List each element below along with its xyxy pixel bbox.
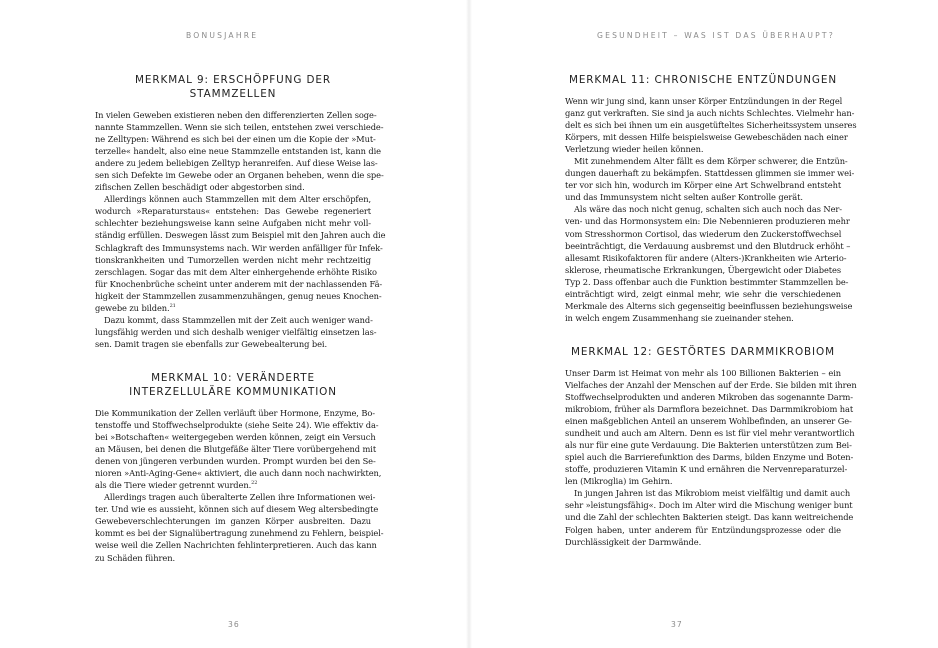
text-line-content: Gewebeverschlechterungen im ganzen Körper ausbreiten. Dazu [95, 516, 371, 527]
text-line-content: sundheit und auch am Altern. Denn es ist für viel mehr verantwortlich [565, 428, 855, 439]
text-line-content: Körpers, mit dessen Hilfe beispielsweise Gewebeschäden nach einer [565, 132, 848, 143]
text-line [565, 487, 851, 499]
text-line [565, 391, 853, 403]
text-line [565, 536, 841, 548]
footnote-marker[interactable]: 21 [169, 302, 176, 309]
text-line-content: allesamt Risikofaktoren für andere (Alters-)Krankheiten wie Arterio- [565, 252, 847, 263]
text-line [95, 278, 383, 290]
text-line-content: ter vor sich hin, wodurch im Körper eine Art Schwelbrand entsteht [565, 180, 842, 191]
text-line-content: einen maßgeblichen Anteil an unserem Wohlbefinden, an unserer Ge- [565, 416, 852, 427]
text-line [95, 491, 376, 503]
text-line [565, 288, 841, 300]
text-line [95, 539, 377, 551]
body-paragraph [565, 487, 854, 547]
text-line [565, 463, 848, 475]
text-line [95, 133, 376, 145]
text-line [95, 479, 371, 491]
text-line [565, 367, 841, 379]
text-line [565, 252, 847, 264]
text-line-content: Allerdings tragen auch überalterte Zellen ihre Informationen wei- [104, 492, 376, 503]
text-line-content: andere zu jedem beliebigen Zelltyp heranreifen. Auf diese Weise las- [95, 158, 378, 169]
text-line-content: für Knochenbrüche scheint unter anderem mit der nachlassenden Fä- [95, 278, 383, 289]
text-line [565, 215, 850, 227]
body-paragraph [95, 314, 377, 350]
text-line-content: zerschlagen. Sogar das mit dem Alter einhergehende erhöhte Risiko [95, 266, 377, 277]
text-line [95, 290, 382, 302]
section [565, 345, 857, 548]
text-line [95, 193, 371, 205]
text-line [565, 379, 857, 391]
text-line-content: tenstoffe und Stoffwechselprodukte (siehe Seite 24). Wie effektiv da- [95, 419, 379, 430]
text-line-content: ganz gut verkraften. Sie sind ja auch nichts Schlechtes. Vielmehr han- [565, 108, 855, 119]
text-line-content: bei »Botschaften« weitergegeben werden können, zeigt ein Versuch [95, 432, 376, 443]
text-line [95, 302, 371, 314]
page-number-left: 36 [228, 620, 240, 629]
text-line [565, 179, 841, 191]
text-line-content: Allerdings können auch Stammzellen mit dem Alter erschöpfen, [104, 194, 371, 205]
text-line [95, 338, 371, 350]
text-line-content: tionskrankheiten und Tumorzellen werden nicht mehr rechtzeitig [95, 254, 371, 265]
section-heading-line: MERKMAL 12: GESTÖRTES DARMMIKROBIOM [571, 345, 835, 358]
text-line [565, 300, 853, 312]
section-heading [565, 345, 841, 359]
text-line [95, 467, 382, 479]
text-line-content: mikrobiom, früher als Darmflora bezeichnet. Das Darmmikrobiom hat [565, 404, 854, 415]
text-line-content: als nur für eine gute Verdauung. Die Bakterien unterstützen zum Bei- [565, 440, 852, 451]
page-number-right: 37 [671, 620, 683, 629]
body-paragraph [95, 491, 384, 563]
text-line-content: In vielen Geweben existieren neben den differenzierten Zellen soge- [95, 110, 377, 120]
text-line-content: ne Zelltypen: Während es sich bei der einen um die Kopie der »Mut- [95, 134, 376, 145]
text-line-content: als die Tiere wieder getrennt wurden. [95, 480, 252, 491]
text-line [95, 145, 381, 157]
body-paragraph [95, 193, 386, 313]
text-line-content: und die Zahl der schlechten Bakterien steigt. Das kann weitreichende [565, 512, 854, 523]
text-line-content: Mit zunehmendem Alter fällt es dem Körper schwerer, die Entzün- [574, 156, 848, 167]
text-line-content: dungen dauerhaft zu bekämpfen. Stattdessen glimmen sie immer wei- [565, 168, 855, 179]
section-heading [95, 371, 371, 399]
text-line-content: ven- und das Hormonsystem ein: Die Nebennieren produzieren mehr [565, 216, 850, 227]
text-line [95, 419, 379, 431]
text-line-content: in welch engem Zusammenhang sie zueinander stehen. [565, 312, 794, 323]
text-line [565, 264, 841, 276]
text-line [565, 228, 841, 240]
text-line-content: nannte Stammzellen. Wenn sie sich teilen, entstehen zwei verschiede- [95, 122, 384, 133]
text-line [565, 143, 841, 155]
text-line-content: sklerose, rheumatische Erkrankungen, Übergewicht oder Diabetes [565, 264, 841, 275]
text-line-content: terzelle« handelt, also eine neue Stammzelle entstanden ist, kann die [95, 146, 381, 157]
section-heading-line: MERKMAL 9: ERSCHÖPFUNG DER STAMMZELLEN [135, 74, 331, 100]
text-line-content: Wenn wir jung sind, kann unser Körper Entzündungen in der Regel [565, 96, 843, 106]
section [95, 371, 384, 564]
text-line-content: an Mäusen, bei denen die Blutgefäße älter Tiere vorübergehend mit [95, 444, 377, 455]
text-line [565, 403, 854, 415]
running-head-left: BONUSJAHRE [186, 31, 259, 40]
body-paragraph [565, 95, 857, 155]
text-line [565, 203, 841, 215]
text-line [95, 157, 378, 169]
text-line-content: Die Kommunikation der Zellen verläuft über Hormone, Enzyme, Bo- [95, 407, 375, 418]
text-line [95, 455, 376, 467]
right-page [469, 0, 938, 648]
text-line [95, 503, 379, 515]
text-line-content: lungsfähig werden und sich deshalb weniger vielfältig einsetzen las- [95, 326, 377, 337]
text-line-content: zu Schäden führen. [95, 552, 175, 563]
text-line-content: delt es sich bei ihnen um ein ausgetüfteltes Sicherheitssystem unseres [565, 120, 857, 131]
body-paragraph [565, 203, 853, 323]
text-line-content: Schlagkraft des Immunsystems nach. Wir werden anfälliger für Infek- [95, 242, 383, 253]
text-line [95, 181, 371, 193]
body-paragraph [95, 407, 382, 491]
text-line-content: Folgen haben, unter anderem für Entzündungsprozesse oder die [565, 524, 841, 535]
text-line [565, 439, 852, 451]
text-line [565, 312, 841, 324]
text-line-content: Typ 2. Dass offenbar auch die Funktion bestimmter Stammzellen be- [565, 276, 849, 287]
text-line [565, 119, 857, 131]
text-line-content: wodurch »Reparaturstaus« entstehen: Das Gewebe regeneriert [95, 206, 371, 217]
text-line-content: Durchlässigkeit der Darmwände. [565, 536, 702, 547]
text-line-content: Merkmale des Alterns sich gegenseitig beeinflussen beziehungsweise [565, 300, 853, 311]
section-heading-line: MERKMAL 10: VERÄNDERTE [151, 371, 315, 384]
text-line [95, 266, 377, 278]
text-line-content: Vielfaches der Anzahl der Menschen auf der Erde. Sie bilden mit ihren [565, 379, 857, 390]
text-line [95, 314, 371, 326]
text-line [95, 254, 371, 266]
text-line [565, 427, 855, 439]
text-line-content: beeinträchtigt, die Verdauung ausbremst und den Blutdruck erhöht – [565, 240, 851, 251]
text-column-left [95, 73, 386, 585]
text-line [95, 121, 384, 133]
text-line-content: zifischen Zellen beschädigt oder abgestorben sind. [95, 182, 305, 193]
text-line-content: schlechter beziehungsweise kann seine Aufgaben nicht mehr voll- [95, 218, 371, 229]
text-line-content: kommt es bei der Signalübertragung zunehmend zu Fehlern, beispiel- [95, 528, 384, 539]
body-paragraph [565, 155, 855, 203]
section-heading [565, 73, 841, 87]
text-line [565, 451, 854, 463]
text-line [565, 155, 848, 167]
text-line [95, 407, 375, 419]
text-line [565, 191, 841, 203]
text-line [95, 109, 377, 121]
text-line [565, 475, 841, 487]
text-line [565, 131, 848, 143]
text-line-content: Unser Darm ist Heimat von mehr als 100 Billionen Bakterien – ein [565, 367, 841, 378]
footnote-marker[interactable]: 22 [251, 480, 258, 487]
text-line-content: higkeit der Stammzellen zusammenzuhängen, genug neues Knochen- [95, 290, 382, 301]
text-line [95, 552, 371, 564]
text-line [565, 167, 855, 179]
section-heading-line: MERKMAL 11: CHRONISCHE ENTZÜNDUNGEN [568, 74, 838, 86]
text-line-content: len (Mikroglia) im Gehirn. [565, 476, 673, 487]
section [95, 73, 386, 350]
text-line [95, 443, 377, 455]
body-paragraph [95, 109, 384, 193]
text-line-content: sen sich Defekte im Gewebe oder an Organen beheben, wenn die spe- [95, 170, 384, 181]
text-line [95, 242, 383, 254]
text-line-content: weise weil die Zellen Nachrichten fehlinterpretieren. Auch das kann [95, 540, 377, 551]
text-line-content: ter. Und wie es aussieht, können sich auf diesem Weg altersbedingte [95, 504, 379, 515]
text-line-content: spiel auch die Barrierefunktion des Darms, bilden Enzyme und Boten- [565, 452, 854, 463]
text-line [565, 511, 854, 523]
section-heading-line: INTERZELLULÄRE KOMMUNIKATION [129, 385, 337, 398]
text-line [565, 107, 855, 119]
text-line-content: stoffe, produzieren Vitamin K und ernähren die Nervenreparaturzel- [565, 464, 848, 475]
text-line-content: vom Stresshormon Cortisol, das wiederum den Zuckerstoffwechsel [565, 228, 842, 239]
text-line [565, 415, 852, 427]
text-line [95, 229, 386, 241]
section [565, 73, 857, 324]
text-line-content: Als wäre das noch nicht genug, schalten sich auch noch das Ner- [574, 204, 842, 215]
text-line-content: gewebe zu bilden. [95, 302, 170, 313]
text-line-content: sen. Damit tragen sie ebenfalls zur Gewebealterung bei. [95, 338, 328, 349]
text-line-content: In jungen Jahren ist das Mikrobiom meist vielfältig und damit auch [574, 488, 851, 499]
text-line [95, 205, 371, 217]
section-heading [95, 73, 371, 101]
text-line [565, 499, 853, 511]
text-line-content: nioren »Anti-Aging-Gene« aktiviert, die auch dann noch nachwirkten, [95, 468, 382, 479]
text-line-content: ständig erfüllen. Deswegen lässt zum Beispiel mit den Jahren auch die [95, 230, 386, 241]
running-head-right: GESUNDHEIT – WAS IST DAS ÜBERHAUPT? [597, 31, 835, 40]
text-column-right [565, 73, 857, 569]
text-line-content: einträchtigt wird, zeigt einmal mehr, wie sehr die verschiedenen [565, 288, 841, 299]
text-line [565, 240, 851, 252]
text-line [95, 326, 377, 338]
text-line [95, 527, 384, 539]
text-line [95, 515, 371, 527]
text-line [95, 169, 384, 181]
text-line-content: denen von jüngeren verbunden wurden. Prompt wurden bei den Se- [95, 456, 376, 467]
text-line-content: Dazu kommt, dass Stammzellen mit der Zeit auch weniger wand- [104, 314, 373, 325]
text-line [95, 431, 376, 443]
body-paragraph [565, 367, 857, 487]
text-line [565, 95, 841, 107]
text-line [565, 524, 841, 536]
text-line-content: Stoffwechselprodukten und anderen Mikroben das sogenannte Darm- [565, 391, 853, 402]
text-line-content: sehr »leistungsfähig«. Doch im Alter wird die Mischung weniger bunt [565, 500, 853, 511]
text-line-content: Verletzung wieder heilen können. [565, 144, 704, 155]
text-line [95, 217, 371, 229]
text-line [565, 276, 849, 288]
text-line-content: und das Immunsystem nicht selten außer Kontrolle gerät. [565, 192, 803, 203]
